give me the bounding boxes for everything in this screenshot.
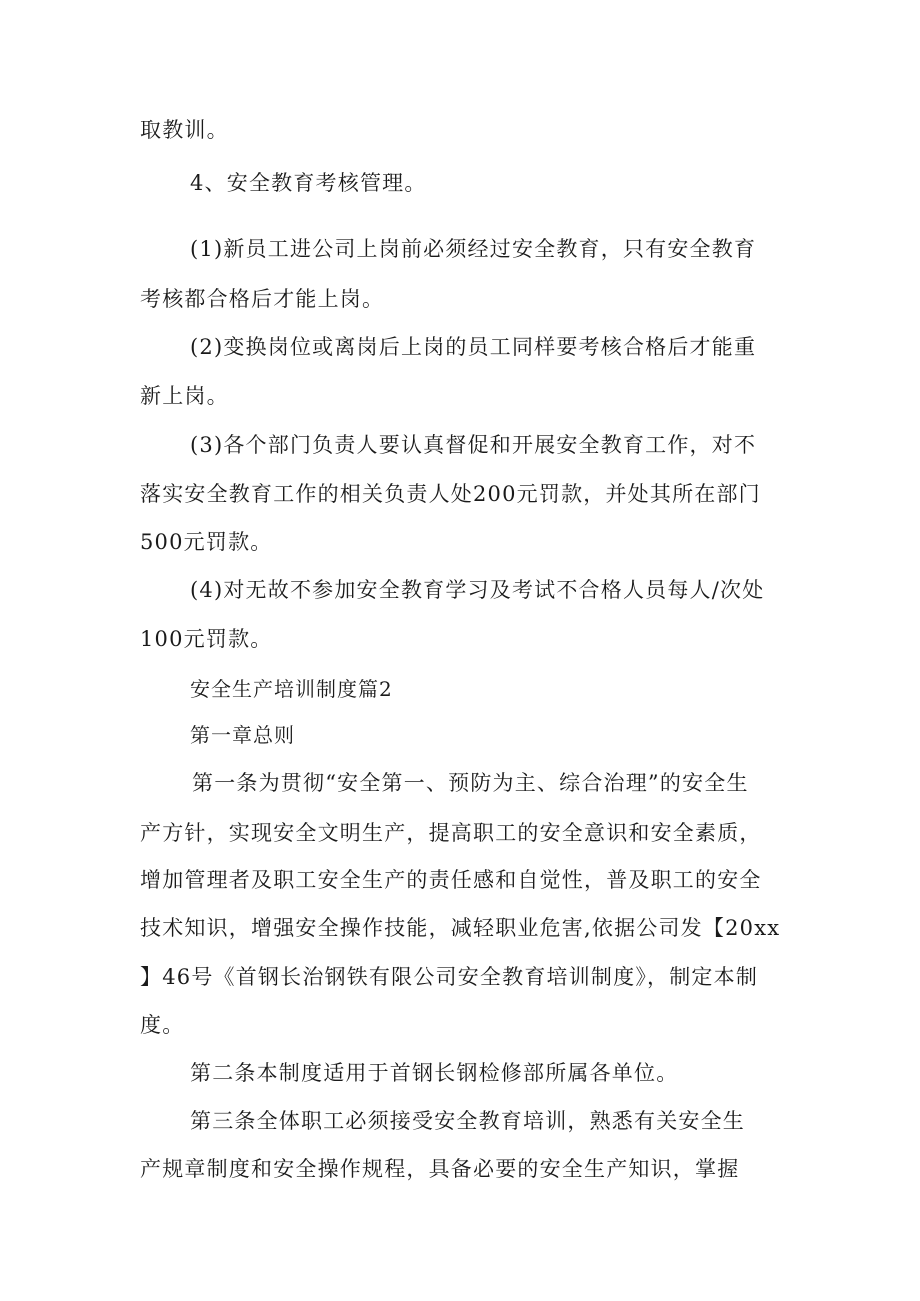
text-line: 产方针，实现安全文明生产，提高职工的安全意识和安全素质， — [140, 821, 762, 845]
text-line: 第二条本制度适用于首钢长钢检修部所属各单位。 — [190, 1061, 679, 1085]
text-line: 】46号《首钢长治钢铁有限公司安全教育培训制度》，制定本制 — [140, 965, 759, 989]
text-line: (1)新员工进公司上岗前必须经过安全教育，只有安全教育 — [190, 237, 757, 261]
text-line: (3)各个部门负责人要认真督促和开展安全教育工作，对不 — [190, 433, 757, 457]
chapter-title: 安全生产培训制度篇2 — [190, 677, 393, 701]
text-line: 新上岗。 — [140, 384, 229, 408]
text-line: 度。 — [140, 1013, 185, 1037]
text-line: 产规章制度和安全操作规程，具备必要的安全生产知识，掌握 — [140, 1157, 740, 1181]
text-line: (4)对无故不参加安全教育学习及考试不合格人员每人/次处 — [190, 578, 765, 602]
text-line: 500元罚款。 — [140, 530, 273, 554]
text-line: 技术知识，增强安全操作技能，减轻职业危害,依据公司发【20xx — [140, 916, 781, 940]
text-line: (2)变换岗位或离岗后上岗的员工同样要考核合格后才能重 — [190, 335, 757, 359]
text-line: 考核都合格后才能上岗。 — [140, 287, 385, 311]
text-line: 取教训。 — [140, 118, 229, 142]
text-line: 100元罚款。 — [140, 627, 273, 651]
chapter-heading: 第一章总则 — [190, 723, 295, 747]
text-line: 落实安全教育工作的相关负责人处200元罚款，并处其所在部门 — [140, 482, 761, 506]
text-line: 增加管理者及职工安全生产的责任感和自觉性，普及职工的安全 — [140, 868, 762, 892]
text-line: 第一条为贯彻“安全第一、预防为主、综合治理”的安全生 — [192, 771, 749, 795]
text-line: 第三条全体职工必须接受安全教育培训，熟悉有关安全生 — [190, 1109, 745, 1133]
section-heading: 4、安全教育考核管理。 — [190, 171, 427, 195]
